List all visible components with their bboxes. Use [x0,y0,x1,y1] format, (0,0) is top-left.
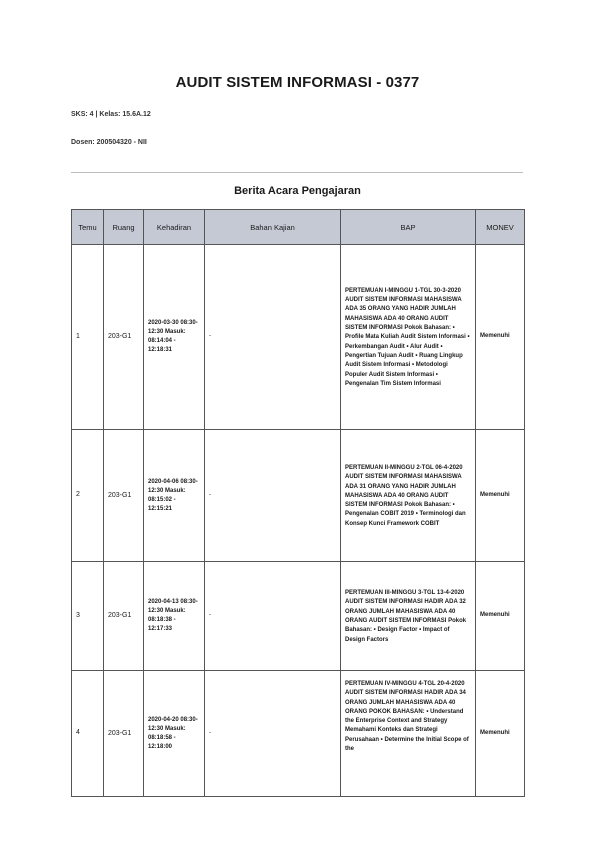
cell-kehadiran: 2020-04-20 08:30-12:30 Masuk: 08:18:58 - 12:18:00 [144,671,205,797]
cell-temu: 3 [72,562,104,671]
cell-ruang: 203-G1 [104,671,144,797]
dosen-info: Dosen: 200504320 - NII [71,139,147,146]
cell-bahan-kajian: - [205,562,341,671]
header-monev: MONEV [476,210,525,245]
table-row [72,671,525,797]
cell-bahan-kajian: - [205,245,341,430]
cell-bap: PERTEMUAN I-MINGGU 1-TGL 30-3-2020 AUDIT SISTEM INFORMASI MAHASISWA ADA 35 ORANG YANG HADIR JUMLAH MAHASISWA ADA 40 ORANG AUDIT SISTEM INFORMASI Pokok Bahasan: • Profile Mata Kuliah Audit Sistem Informasi • Perkembangan Audit • Alur Audit • Pengertian Tujuan Audit • Ruang Lingkup Audit Sistem Informasi • Metodologi Populer Audit Sistem Informasi • Pengenalan Tim Sistem Informasi [341,245,476,430]
divider [71,172,523,173]
table-header-row [72,210,525,245]
cell-monev: Memenuhi [476,430,525,562]
page-title: AUDIT SISTEM INFORMASI - 0377 [175,74,420,91]
cell-bap: PERTEMUAN III-MINGGU 3-TGL 13-4-2020 AUDIT SISTEM INFORMASI HADIR ADA 32 ORANG JUMLAH MAHASISWA ADA 40 ORANG AUDIT SISTEM INFORMASI Pokok Bahasan: • Design Factor • Impact of Design Factors [341,562,476,671]
cell-monev: Memenuhi [476,671,525,797]
cell-bap: PERTEMUAN II-MINGGU 2-TGL 06-4-2020 AUDIT SISTEM INFORMASI MAHASISWA ADA 31 ORANG YANG HADIR JUMLAH MAHASISWA ADA 40 ORANG AUDIT SISTEM INFORMASI Pokok Bahasan: • Pengenalan COBIT 2019 • Terminologi dan Konsep Kunci Framework COBIT [341,430,476,562]
header-bahan-kajian: Bahan Kajian [205,210,341,245]
cell-monev: Memenuhi [476,245,525,430]
cell-temu: 2 [72,430,104,562]
section-title: Berita Acara Pengajaran [234,185,361,197]
cell-ruang: 203-G1 [104,430,144,562]
bap-table [71,209,525,797]
cell-kehadiran: 2020-04-06 08:30-12:30 Masuk: 08:15:02 - 12:15:21 [144,430,205,562]
cell-bahan-kajian: - [205,671,341,797]
cell-temu: 4 [72,671,104,797]
cell-ruang: 203-G1 [104,245,144,430]
table-row [72,245,525,430]
cell-ruang: 203-G1 [104,562,144,671]
table-row [72,562,525,671]
cell-bahan-kajian: - [205,430,341,562]
header-temu: Temu [72,210,104,245]
cell-kehadiran: 2020-04-13 08:30-12:30 Masuk: 08:18:38 - 12:17:33 [144,562,205,671]
cell-monev: Memenuhi [476,562,525,671]
table-row [72,430,525,562]
header-bap: BAP [341,210,476,245]
sks-kelas-info: SKS: 4 | Kelas: 15.6A.12 [71,111,151,118]
header-kehadiran: Kehadiran [144,210,205,245]
header-ruang: Ruang [104,210,144,245]
cell-kehadiran: 2020-03-30 08:30-12:30 Masuk: 08:14:04 - 12:18:31 [144,245,205,430]
cell-temu: 1 [72,245,104,430]
cell-bap: PERTEMUAN IV-MINGGU 4-TGL 20-4-2020 AUDIT SISTEM INFORMASI HADIR ADA 34 ORANG JUMLAH MAHASISWA ADA 40 ORANG POKOK BAHASAN: • Understand the Enterprise Context and Strategy Memahami Konteks dan Strategi Perusahaan • Determine the Initial Scope of the [341,671,476,797]
